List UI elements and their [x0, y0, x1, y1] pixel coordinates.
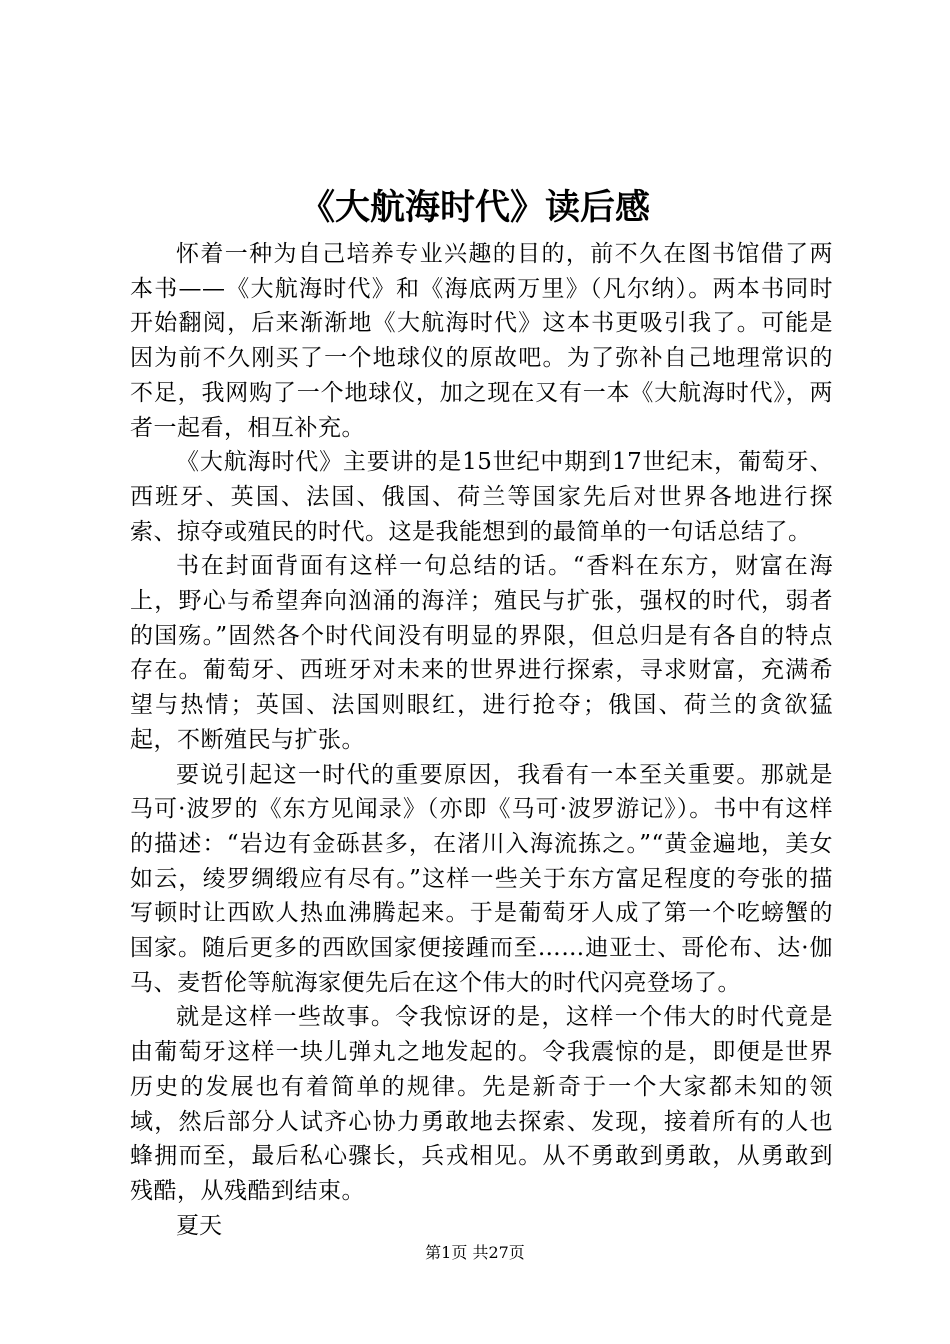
paragraph-2: 《大航海时代》主要讲的是15世纪中期到17世纪末，葡萄牙、西班牙、英国、法国、俄国、荷兰等国家先后对世界各地进行探索、掠夺或殖民的时代。这是我能想到的最简单的一句话总结了。: [130, 449, 833, 545]
page-number-footer: 第1页 共27页: [425, 1243, 525, 1262]
document-body: [130, 237, 833, 1243]
paragraph-1: 怀着一种为自己培养专业兴趣的目的，前不久在图书馆借了两本书——《大航海时代》和《海底两万里》（凡尔纳）。两本书同时开始翻阅，后来渐渐地《大航海时代》这本书更吸引我了。可能是因为前不久刚买了一个地球仪的原故吧。为了弥补自己地理常识的不足，我网购了一个地球仪，加之现在又有一本《大航海时代》，两者一起看，相互补充。: [130, 241, 833, 441]
paragraph-4: 要说引起这一时代的重要原因，我看有一本至关重要。那就是马可·波罗的《东方见闻录》（亦即《马可·波罗游记》）。书中有这样的描述：“岩边有金砾甚多，在渚川入海流拣之。”“黄金遍地，美女如云，绫罗绸缎应有尽有。”这样一些关于东方富足程度的夸张的描写顿时让西欧人热血沸腾起来。于是葡萄牙人成了第一个吃螃蟹的国家。随后更多的西欧国家便接踵而至……迪亚士、哥伦布、达·伽马、麦哲伦等航海家便先后在这个伟大的时代闪亮登场了。: [130, 761, 833, 996]
paragraph-3: 书在封面背面有这样一句总结的话。“香料在东方，财富在海上，野心与希望奔向汹涌的海洋；殖民与扩张，强权的时代，弱者的国殇。”固然各个时代间没有明显的界限，但总归是有各自的特点存在。葡萄牙、西班牙对未来的世界进行探索，寻求财富，充满希望与热情；英国、法国则眼红，进行抢夺；俄国、荷兰的贪欲猛起，不断殖民与扩张。: [130, 553, 833, 753]
author-signature: 夏天: [176, 1212, 222, 1239]
document-title: 《大航海时代》读后感: [299, 188, 650, 228]
paragraph-5: 就是这样一些故事。令我惊讶的是，这样一个伟大的时代竟是由葡萄牙这样一块儿弹丸之地发起的。令我震惊的是，即便是世界历史的发展也有着简单的规律。先是新奇于一个大家都未知的领域，然后部分人试齐心协力勇敢地去探索、发现，接着所有的人也蜂拥而至，最后私心骤长，兵戎相见。从不勇敢到勇敢，从勇敢到残酷，从残酷到结束。: [130, 1004, 833, 1204]
